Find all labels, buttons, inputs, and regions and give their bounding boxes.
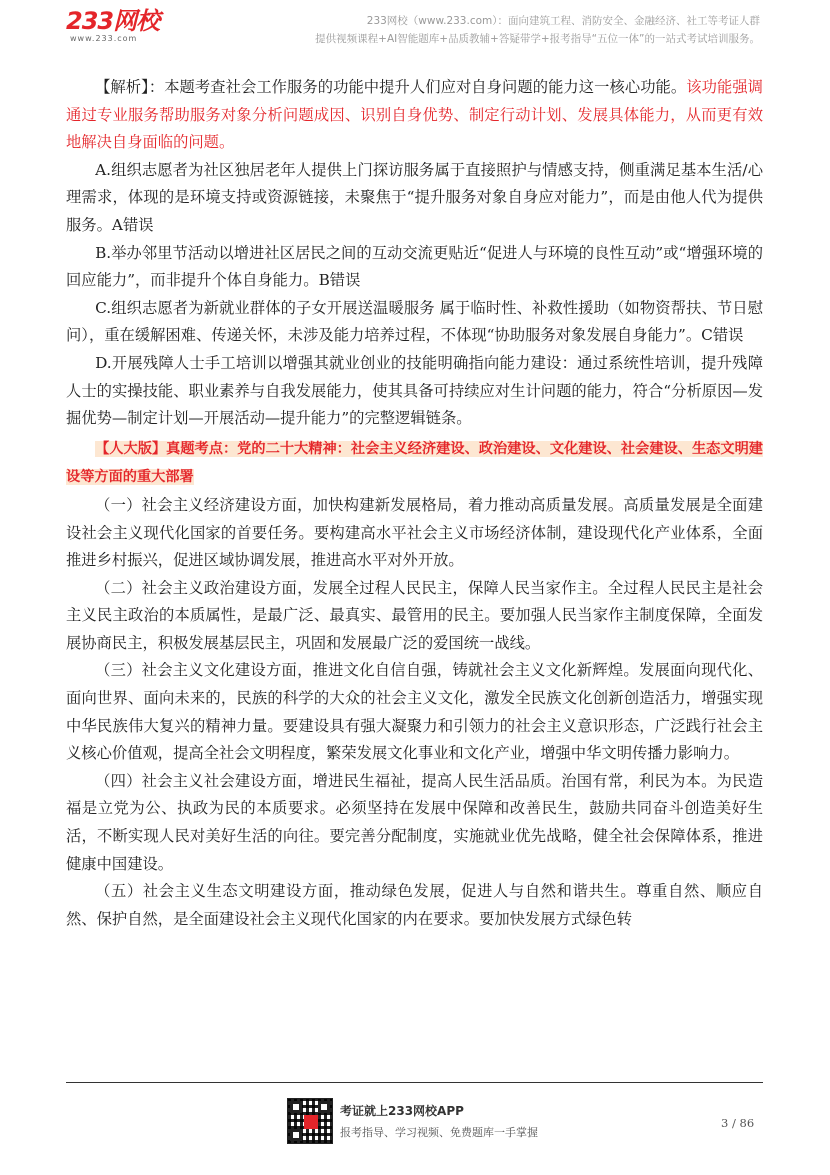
section-economy: （一）社会主义经济建设方面，加快构建新发展格局，着力推动高质量发展。高质量发展是全面建设社会主义现代化国家的首要任务。要构建高水平社会主义市场经济体制，建设现代化产业体系，全面推进乡村振兴，促进区域协调发展，推进高水平对外开放。: [66, 495, 763, 570]
brand-logo[interactable]: [66, 8, 159, 44]
logo-text: 233网校: [66, 7, 160, 35]
page-number: 3 / 86: [721, 1116, 755, 1130]
topic-heading-text: 【人大版】真题考点：党的二十大精神：社会主义经济建设、政治建设、文化建设、社会建设、生态文明建设等方面的重大部署: [66, 440, 763, 486]
option-c: C.组织志愿者为新就业群体的子女开展送温暖服务 属于临时性、补救性援助（如物资帮扶、节日慰问），重在缓解困难、传递关怀，未涉及能力培养过程，不体现“协助服务对象发展自身能力”。C错误: [66, 298, 763, 345]
app-promo-title: 考证就上233网校APP: [340, 1104, 464, 1118]
slogan-line-1: 233网校（www.233.com）：面向建筑工程、消防安全、金融经济、社工等考证人群: [366, 15, 760, 27]
analysis-label: 【解析】: [95, 78, 149, 96]
analysis-emphasis: 该功能强调通过专业服务帮助服务对象分析问题成因、识别自身优势、制定行动计划、发展具体能力，从而更有效地解决自身面临的问题。: [66, 78, 763, 152]
header-slogan: [315, 12, 760, 48]
analysis-intro: ：本题考查社会工作服务的功能中提升人们应对自身问题的能力这一核心功能。: [148, 78, 687, 96]
option-b: B.举办邻里节活动以增进社区居民之间的互动交流更贴近“促进人与环境的良性互动”或“增强环境的回应能力”，而非提升个体自身能力。B错误: [66, 243, 763, 290]
slogan-line-2: 提供视频课程+AI智能题库+品质教辅+答疑带学+报考指导“五位一体”的一站式考试培训服务。: [315, 33, 760, 45]
qr-logo: [304, 1115, 318, 1129]
section-culture: （三）社会主义文化建设方面，推进文化自信自强，铸就社会主义文化新辉煌。发展面向现代化、面向世界、面向未来的，民族的科学的大众的社会主义文化，激发全民族文化创新创造活力，增强实现中华民族伟大复兴的精神力量。要建设具有强大凝聚力和引领力的社会主义意识形态，广泛践行社会主义核心价值观，提高全社会文明程度，繁荣发展文化事业和文化产业，增强中华文明传播力影响力。: [66, 661, 763, 763]
qr-code-icon[interactable]: [287, 1098, 333, 1144]
option-d: D.开展残障人士手工培训以增强其就业创业的技能明确指向能力建设：通过系统性培训，提升残障人士的实操技能、职业素养与自我发展能力，使其具备可持续应对生计问题的能力，符合“分析原因—发掘优势—制定计划—开展活动—提升能力”的完整逻辑链条。: [66, 353, 763, 428]
analysis-paragraph: [66, 74, 763, 157]
footer-divider: [66, 1082, 763, 1083]
document-body: [66, 74, 763, 933]
option-a: A.组织志愿者为社区独居老年人提供上门探访服务属于直接照护与情感支持，侧重满足基本生活/心理需求，体现的是环境支持或资源链接，未聚焦于“提升服务对象自身应对能力”，而是由他人代为提供服务。A错误: [66, 160, 763, 234]
page-header: [0, 0, 830, 62]
section-ecology: （五）社会主义生态文明建设方面，推动绿色发展，促进人与自然和谐共生。尊重自然、顺应自然、保护自然，是全面建设社会主义现代化国家的内在要求。要加快发展方式绿色转: [66, 882, 763, 928]
section-politics: （二）社会主义政治建设方面，发展全过程人民民主，保障人民当家作主。全过程人民民主是社会主义民主政治的本质属性，是最广泛、最真实、最管用的民主。要加强人民当家作主制度保障，全面发展协商民主，积极发展基层民主，巩固和发展最广泛的爱国统一战线。: [66, 578, 763, 652]
qr-finder: [290, 1101, 302, 1113]
section-society: （四）社会主义社会建设方面，增进民生福祉，提高人民生活品质。治国有常，利民为本。为民造福是立党为公、执政为民的本质要求。必须坚持在发展中保障和改善民生，鼓励共同奋斗创造美好生活，不断实现人民对美好生活的向往。要完善分配制度，实施就业优先战略，健全社会保障体系，推进健康中国建设。: [66, 771, 763, 873]
app-promo-subtitle: 报考指导、学习视频、免费题库一手掌握: [340, 1126, 538, 1139]
qr-finder: [318, 1101, 330, 1113]
topic-heading: [66, 435, 763, 492]
qr-finder: [290, 1129, 302, 1141]
logo-url: www.233.com: [70, 34, 138, 43]
